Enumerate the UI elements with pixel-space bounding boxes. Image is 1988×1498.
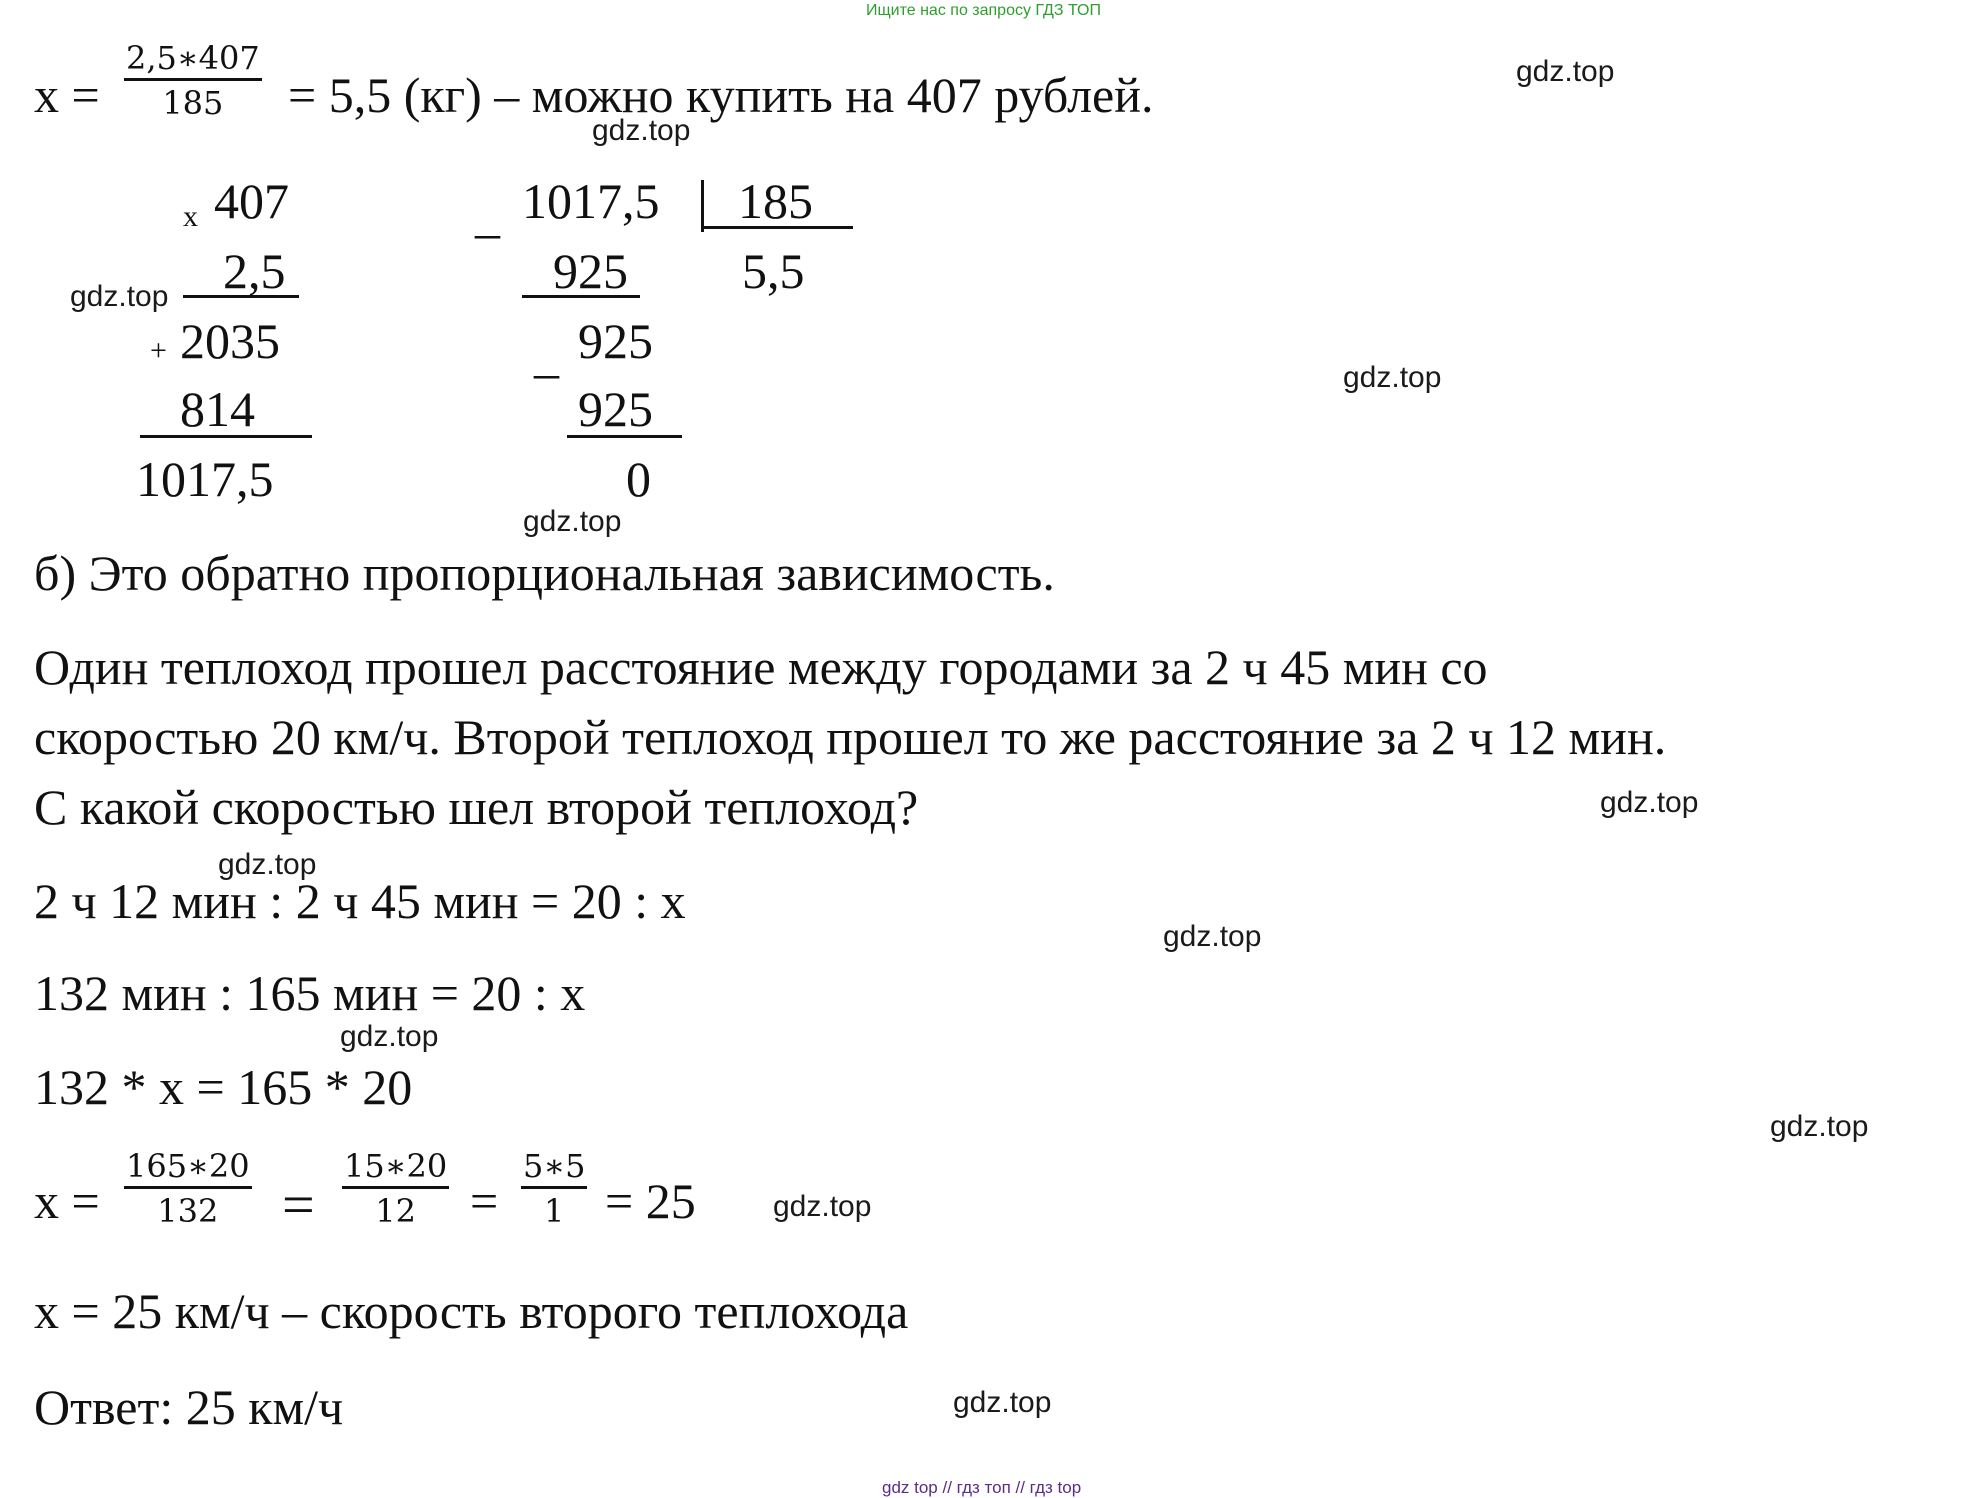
product-underline (140, 435, 312, 438)
watermark: gdz.top (953, 1386, 1052, 1419)
watermark: gdz.top (592, 114, 691, 147)
equation-2: 132 мин : 165 мин = 20 : x (34, 965, 586, 1021)
fraction-1 (124, 1147, 252, 1230)
watermark: gdz.top (1770, 1110, 1869, 1143)
divisor: 185 (738, 173, 813, 229)
fraction-denominator: 185 (162, 84, 224, 122)
quotient: 5,5 (742, 243, 805, 299)
subtrahend-1: 925 (553, 243, 628, 299)
fraction-2 (342, 1147, 449, 1230)
fraction-1-denominator: 132 (157, 1192, 219, 1230)
watermark: gdz.top (1163, 920, 1262, 953)
division-underline-2 (567, 435, 682, 438)
answer: Ответ: 25 км/ч (34, 1379, 344, 1435)
partial-product-1: 2035 (180, 313, 280, 369)
division-bracket-vertical (701, 180, 704, 232)
fraction-2-numerator: 15∗20 (344, 1147, 448, 1185)
footer-links[interactable]: gdz top // гдз топ // гдз top (882, 1478, 1082, 1497)
problem-line-2: скоростью 20 км/ч. Второй теплоход прошел то же расстояние за 2 ч 12 мин. (34, 709, 1667, 765)
division-bracket-horizontal (701, 226, 853, 229)
minus-sign-2: _ (534, 327, 559, 383)
top-banner[interactable]: Ищите нас по запросу ГДЗ ТОП (866, 2, 1101, 19)
problem-line-1: Один теплоход прошел расстояние между городами за 2 ч 45 мин со (34, 639, 1488, 695)
watermark: gdz.top (340, 1020, 439, 1053)
fraction-2-denominator: 12 (375, 1192, 416, 1230)
fraction-price (124, 39, 262, 122)
remainder-1: 925 (578, 313, 653, 369)
fraction-1-numerator: 165∗20 (126, 1147, 250, 1185)
x-equals-label-2: x = (34, 1173, 100, 1229)
multiplier: 2,5 (223, 243, 286, 299)
fraction-numerator: 2,5∗407 (126, 39, 260, 77)
fraction-result: = 25 (605, 1173, 696, 1229)
fraction-3-denominator: 1 (544, 1192, 565, 1230)
equation-5: x = 25 км/ч – скорость второго теплохода (34, 1283, 909, 1339)
watermark: gdz.top (523, 505, 622, 538)
dividend: 1017,5 (522, 173, 660, 229)
watermark: gdz.top (1600, 786, 1699, 819)
product-result: 1017,5 (136, 451, 274, 507)
final-remainder: 0 (626, 451, 651, 507)
multiply-underline (183, 295, 299, 298)
watermark: gdz.top (773, 1190, 872, 1223)
x-equals-label: x = (34, 67, 100, 123)
division-underline-1 (522, 295, 640, 298)
equals-sign-1: = (282, 1172, 315, 1237)
part-b-statement: б) Это обратно пропорциональная зависимость. (34, 545, 1055, 601)
watermark: gdz.top (218, 848, 317, 881)
line1-result-text: = 5,5 (кг) – можно купить на 407 рублей. (288, 67, 1154, 123)
problem-line-3: С какой скоростью шел второй теплоход? (34, 779, 919, 835)
equation-1: 2 ч 12 мин : 2 ч 45 мин = 20 : x (34, 873, 686, 929)
watermark: gdz.top (1343, 361, 1442, 394)
multiplicand: 407 (214, 173, 289, 229)
watermark: gdz.top (1516, 55, 1615, 88)
equation-3: 132 * x = 165 * 20 (34, 1059, 413, 1115)
fraction-3-numerator: 5∗5 (523, 1147, 586, 1185)
subtrahend-2: 925 (578, 381, 653, 437)
watermark: gdz.top (70, 280, 169, 313)
minus-sign-1: _ (475, 187, 500, 243)
fraction-3 (521, 1147, 587, 1230)
plus-sign: + (150, 334, 167, 367)
equals-sign-2: = (470, 1173, 499, 1229)
partial-product-2: 814 (180, 381, 255, 437)
multiply-sign: x (183, 200, 198, 233)
